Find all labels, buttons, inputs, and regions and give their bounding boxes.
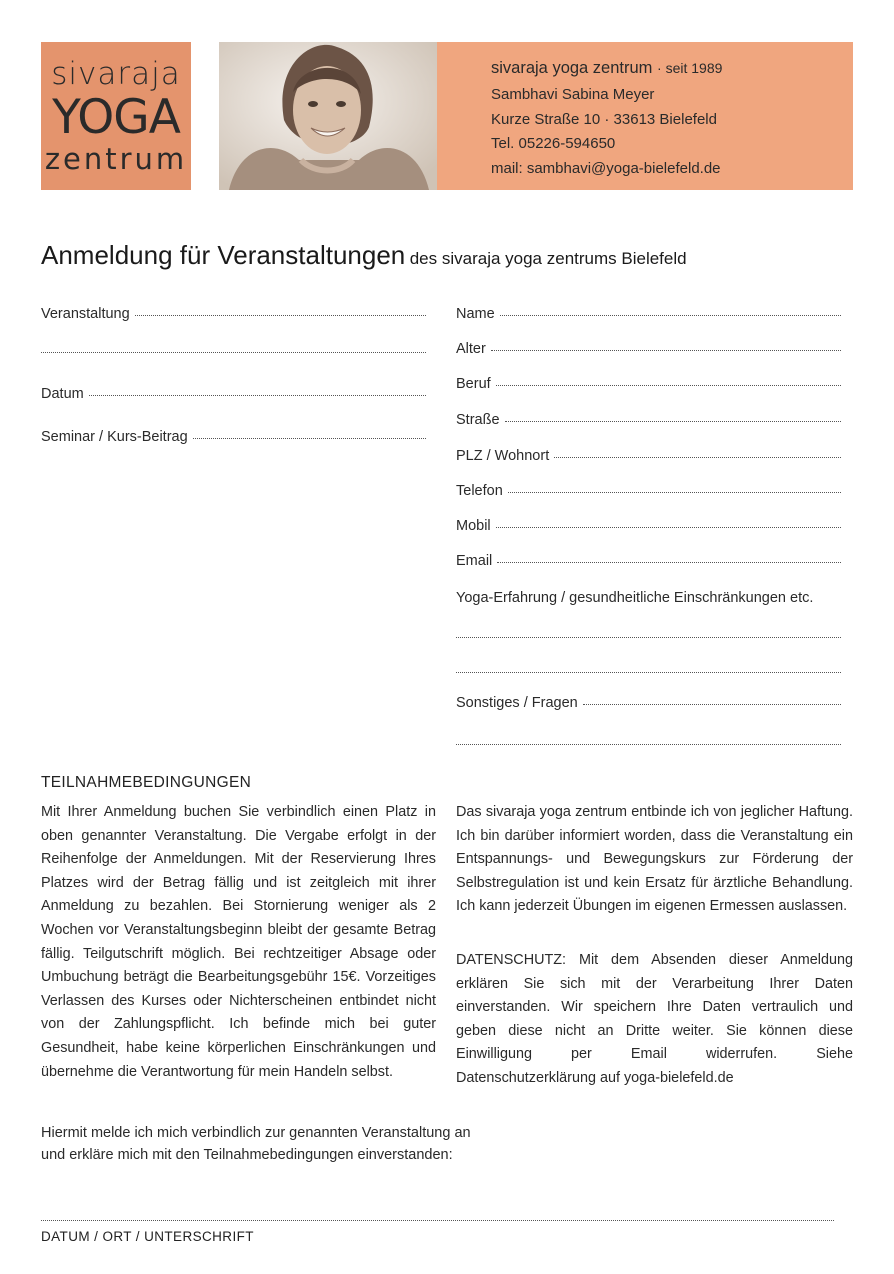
confirmation-line-2: und erkläre mich mit den Teilnahmebedingungen einverstanden: <box>41 1147 453 1163</box>
confirmation-line-1: Hiermit melde ich mich verbindlich zur genannten Veranstaltung an <box>41 1125 471 1141</box>
field-date-line[interactable] <box>89 394 426 396</box>
confirmation-text <box>41 1122 471 1166</box>
field-street[interactable] <box>456 412 841 428</box>
field-misc-label: Sonstiges / Fragen <box>456 695 578 711</box>
terms-heading: TEILNAHMEBEDINGUNGEN <box>41 774 252 791</box>
field-email-label: Email <box>456 553 493 569</box>
logo-line-3: zentrum <box>44 142 188 176</box>
contact-address: Kurze Straße 10 · 33613 Bielefeld <box>491 111 717 128</box>
logo-line-2: YOGA <box>52 90 180 145</box>
field-fee-line[interactable] <box>193 437 426 439</box>
contact-phone: Tel. 05226-594650 <box>491 135 616 152</box>
field-street-label: Straße <box>456 412 500 428</box>
terms-liability-paragraph: Das sivaraja yoga zentrum entbinde ich von jeglicher Haftung. Ich bin darüber informiert worden, dass die Veranstaltung ein Entspannungs- und Bewegungskurs zur Förderung der Selbstregulation ist und kein Ersatz für ärztliche Behandlung. Ich kann jederzeit Übungen im eigenen Ermessen auslassen. <box>456 804 853 915</box>
field-experience-line-2[interactable] <box>456 672 841 673</box>
field-name[interactable] <box>456 306 841 322</box>
title-main: Anmeldung für Veranstaltungen <box>41 240 406 270</box>
field-misc[interactable] <box>456 695 841 711</box>
field-event-label: Veranstaltung <box>41 306 130 322</box>
field-fee-label: Seminar / Kurs-Beitrag <box>41 429 188 445</box>
field-experience-label: Yoga-Erfahrung / gesundheitliche Einschränkungen etc. <box>456 590 814 606</box>
privacy-paragraph: DATENSCHUTZ: Mit dem Absenden dieser Anmeldung erklären Sie sich mit der Verarbeitung Ihrer Daten einverstanden. Wir speichern Ihre Daten vertraulich und geben diese nicht an Dritte weiter. Sie können diese Einwilligung per Email widerrufen. Siehe Datenschutzerklärung auf yoga-bielefeld.de <box>456 952 853 1086</box>
field-mobile-label: Mobil <box>456 518 491 534</box>
field-mobile-line[interactable] <box>496 526 841 528</box>
org-name-line <box>491 59 722 78</box>
terms-left-paragraph: Mit Ihrer Anmeldung buchen Sie verbindlich einen Platz in oben genannter Veranstaltung. Die Vergabe erfolgt in der Reihenfolge der Anmeldungen. Mit der Reservierung Ihres Platzes wird der Betrag fällig und ist zeitgleich mit ihrer Anmeldung zu bezahlen. Bei Stornierung weniger als 2 Wochen vor Veranstaltungsbeginn bleibt der gesamte Betrag fällig. Teilgutschrift möglich. Bei rechtzeitiger Absage oder Umbuchung beträgt die Bearbeitungsgebühr 15€. Vorzeitiges Verlassen des Kurses oder Nichterscheinen entbindet nicht von der Zahlungspflicht. Ich befinde mich bei guter Gesundheit, habe keine körperlichen Einschränkungen und übernehme die Verantwortung für mein Handeln selbst. <box>41 804 436 1080</box>
signature-line[interactable] <box>41 1220 834 1221</box>
contact-email[interactable]: mail: sambhavi@yoga-bielefeld.de <box>491 160 721 177</box>
field-phone[interactable] <box>456 483 841 499</box>
field-name-label: Name <box>456 306 495 322</box>
portrait-illustration <box>219 42 437 190</box>
field-job-line[interactable] <box>496 384 841 386</box>
org-name: sivaraja yoga zentrum <box>491 59 653 77</box>
field-name-line[interactable] <box>500 314 841 316</box>
field-job-label: Beruf <box>456 376 491 392</box>
page-title <box>41 240 687 271</box>
field-event-line-2[interactable] <box>41 352 426 353</box>
field-phone-line[interactable] <box>508 491 841 493</box>
field-fee[interactable] <box>41 429 426 445</box>
field-email[interactable] <box>456 553 841 569</box>
field-age-line[interactable] <box>491 349 841 351</box>
founded-year: · seit 1989 <box>657 60 723 76</box>
field-city[interactable] <box>456 448 841 464</box>
field-street-line[interactable] <box>505 420 841 422</box>
title-sub: des sivaraja yoga zentrums Bielefeld <box>409 249 687 268</box>
logo-line-1: sivaraja <box>51 56 181 92</box>
field-phone-label: Telefon <box>456 483 503 499</box>
field-experience-line-1[interactable] <box>456 637 841 638</box>
contact-box <box>437 42 853 190</box>
field-date-label: Datum <box>41 386 84 402</box>
field-mobile[interactable] <box>456 518 841 534</box>
field-age-label: Alter <box>456 341 486 357</box>
field-date[interactable] <box>41 386 426 402</box>
field-misc-line-2[interactable] <box>456 744 841 745</box>
field-event-line[interactable] <box>135 314 426 316</box>
logo <box>41 42 191 190</box>
portrait-photo <box>219 42 437 190</box>
field-job[interactable] <box>456 376 841 392</box>
field-age[interactable] <box>456 341 841 357</box>
field-misc-line[interactable] <box>583 703 841 705</box>
field-event[interactable] <box>41 306 426 322</box>
field-city-label: PLZ / Wohnort <box>456 448 550 464</box>
field-email-line[interactable] <box>497 561 841 563</box>
signature-label: DATUM / ORT / UNTERSCHRIFT <box>41 1229 254 1244</box>
contact-person: Sambhavi Sabina Meyer <box>491 86 655 103</box>
field-city-line[interactable] <box>554 456 841 458</box>
